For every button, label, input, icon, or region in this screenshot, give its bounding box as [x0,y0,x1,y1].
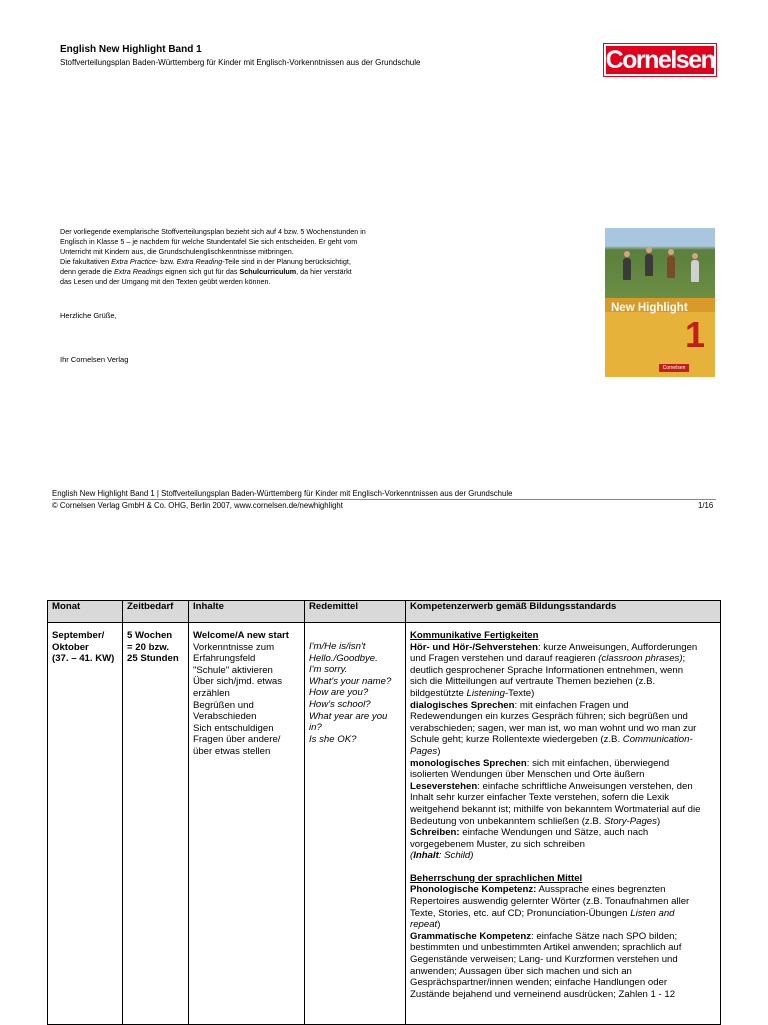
col-header-kompetenz: Kompetenzerwerb gemäß Bildungsstandards [406,601,721,623]
cover-number: 1 [684,314,705,355]
col-header-monat: Monat [48,601,123,623]
cell-inhalte: Welcome/A new start Vorkenntnisse zum Erfahrungsfeld "Schule" aktivieren Über sich/jmd. etwas erzählen Begrüßen und Verabschieden Sich entschuldigen Fragen über andere/ über etwas stellen [189,623,305,1025]
col-header-redemittel: Redemittel [305,601,406,623]
table-header-row [48,601,721,623]
cell-redemittel: I'm/He is/isn't Hello./Goodbye. I'm sorry. What's your name? How are you? How's school? What year are you in? Is she OK? [305,623,406,1025]
page-number: 1/16 [698,501,714,510]
intro-line: Die fakultativen Extra Practice- bzw. Extra Reading-Teile sind in der Planung berücksichtigt, [60,257,351,266]
cornelsen-logo: Cornelsen [605,46,715,74]
footer-copyright: © Cornelsen Verlag GmbH & Co. OHG, Berlin 2007, www.cornelsen.de/newhighlight [52,501,343,510]
intro-line: das Lesen und der Umgang mit den Texten geübt werden können. [60,277,271,286]
col-header-zeitbedarf: Zeitbedarf [123,601,189,623]
greeting: Herzliche Grüße, [60,311,117,320]
heading-sprachliche-mittel: Beherrschung der sprachlichen Mittel [410,872,583,884]
col-header-inhalte: Inhalte [189,601,305,623]
cover-photo [605,228,715,298]
cover-publisher: Cornelsen [659,364,689,372]
heading-kommunikative-fertigkeiten: Kommunikative Fertigkeiten [410,630,539,641]
cell-monat: September/ Oktober (37. – 41. KW) [48,623,123,1025]
footer-divider [52,499,716,500]
intro-line: denn gerade die Extra Readings eignen sich gut für das Schulcurriculum, da hier verstärkt [60,267,352,276]
document-subtitle: Stoffverteilungsplan Baden-Württemberg für Kinder mit Englisch-Vorkenntnissen aus der Grundschule [60,58,421,67]
plan-table [47,600,721,1025]
intro-line: Englisch in Klasse 5 – je nachdem für welche Stundentafel Sie sich entscheiden. Er geht vom [60,237,358,246]
signature: Ihr Cornelsen Verlag [60,355,129,364]
book-cover-image [605,228,715,377]
table-row [48,623,721,1025]
intro-paragraph [60,227,420,287]
footer-title: English New Highlight Band 1 | Stoffverteilungsplan Baden-Württemberg für Kinder mit Englisch-Vorkenntnissen aus der Grundschule [52,489,513,498]
intro-line: Der vorliegende exemplarische Stoffverteilungsplan bezieht sich auf 4 bzw. 5 Wochenstunden in [60,227,366,236]
cell-kompetenz: Kommunikative Fertigkeiten Hör- und Hör-/Sehverstehen: kurze Anweisungen, Aufforderungen und Fragen verstehen und darauf reagieren (classroon phrases); deutlich gesprochener Sprache Informationen entnehmen, wenn sich die Mitteilungen auf vertraute Themen beziehen (z.B. bildgestützte Listening-Texte) dialogisches Sprechen: mit einfachen Fragen und Redewendungen ein kurzes Gespräch führen; sich begrüßen und verabschieden; sagen, wer man ist, wo man wohnt und wo man zur Schule geht; kurze Rollentexte wiedergeben (z.B. Communication- Pages) monologisches Sprechen: sich mit einfachen, überwiegend isolierten Wendungen über Menschen und Orte äußern Leseverstehen: einfache schriftliche Anweisungen verstehen, den Inhalt sehr kurzer einfacher Texte verstehen, sofern die Lexik weitgehend bekannt ist; mithilfe von bekanntem Wortmaterial auf die Bedeutung von unbekanntem schließen (z.B. Story-Pages) Schreiben: einfache Wendungen und Sätze, auch nach vorgegebenem Muster, zu sich schreiben (Inhalt: Schild) Beherrschung der sprachlichen Mittel Phonologische Kompetenz: Aussprache eines begrenzten Repertoires auswendig gelernter Wörter (z.B. Tonaufnahmen aller Texte, Stories, etc. auf CD; Pronunciation-Übungen Listen and repeat) Grammatische Kompetenz: einfache Sätze nach SPO bilden; bestimmten und unbestimmten Artikel anwenden; sprachlich auf Gegenstände verweisen; Lang- und Kurzformen verstehen und anwenden; Aussagen über sich machen und sich an Gesprächspartner/innen wenden; einfache Handlungen oder Zustände bejahend und verneinend ausdrücken; Zahlen 1 - 12 [406,623,721,1025]
document-title: English New Highlight Band 1 [60,44,202,55]
cell-zeitbedarf: 5 Wochen = 20 bzw. 25 Stunden [123,623,189,1025]
cover-title: New Highlight [611,302,688,314]
intro-line: Unterricht mit Kindern aus, die Grundschulenglischkenntnisse mitbringen. [60,247,294,256]
